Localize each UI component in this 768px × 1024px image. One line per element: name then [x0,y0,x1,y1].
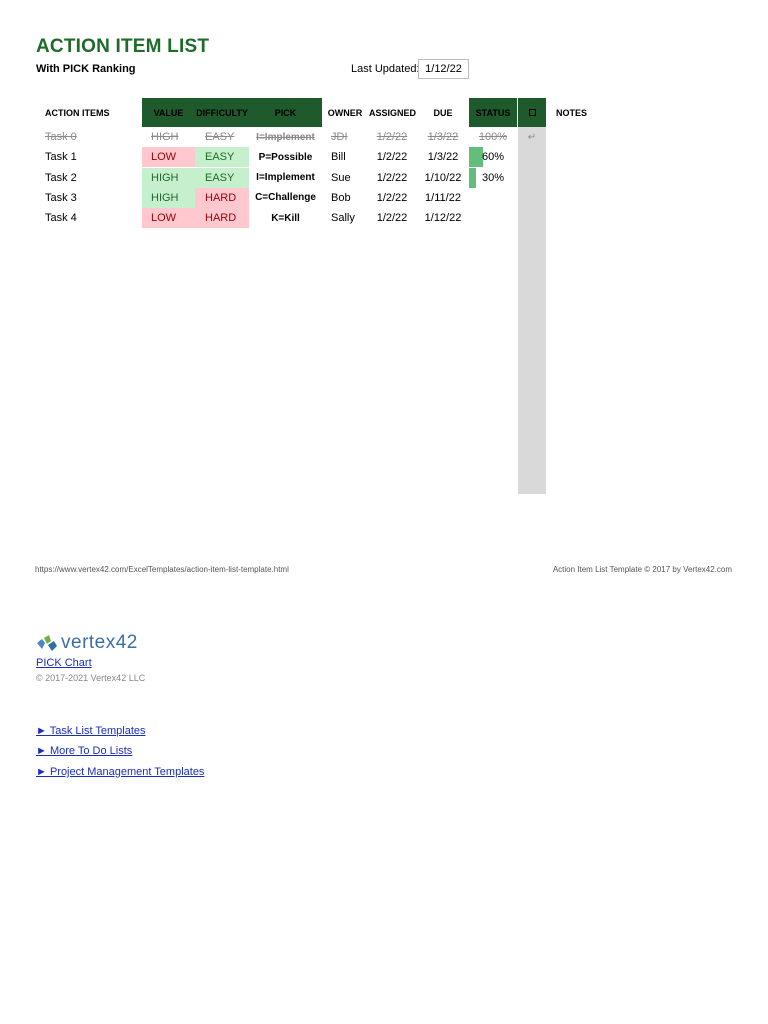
row-pick[interactable]: P=Possible [258,151,313,163]
row-difficulty[interactable]: HARD [195,188,249,208]
row-task[interactable]: Task 0 [45,131,77,143]
row-done-checkbox[interactable] [518,168,546,188]
row-value[interactable]: LOW [142,208,195,228]
row-owner[interactable]: Sue [331,171,351,184]
row-due[interactable]: 1/12/22 [424,212,462,225]
page-subtitle: With PICK Ranking [36,63,136,75]
row-value[interactable]: HIGH [142,188,195,208]
row-status[interactable] [469,127,517,147]
row-difficulty[interactable]: EASY [205,131,235,143]
row-value[interactable]: LOW [142,147,195,167]
col-header-due: DUE [433,107,453,118]
row-pick[interactable]: I=Implement [256,172,315,184]
row-done-checkbox[interactable] [518,147,546,167]
col-header-difficulty: DIFFICULTY [195,98,249,127]
row-status[interactable] [469,188,517,208]
row-value[interactable]: HIGH [151,131,179,143]
link-more-to-do-lists[interactable]: ► More To Do Lists [36,745,133,757]
row-pick[interactable]: K=Kill [271,212,300,224]
link-project-management-templates[interactable]: ► Project Management Templates [36,766,205,778]
row-owner[interactable]: Sally [331,212,355,225]
row-status[interactable] [469,168,517,188]
col-header-value: VALUE [142,98,195,127]
checkbox-icon [529,109,536,116]
row-owner[interactable]: Bill [331,151,346,164]
llc-copyright: © 2017-2021 Vertex42 LLC [36,673,146,683]
page-title: ACTION ITEM LIST [36,36,210,57]
col-header-owner: OWNER [327,107,363,118]
row-done-checkbox[interactable]: ↵ [527,131,537,143]
status-percent: 30% [481,171,505,184]
last-updated-label: Last Updated: [351,63,420,75]
row-assigned[interactable]: 1/2/22 [376,171,408,184]
col-header-check [518,98,546,127]
status-percent: 100% [478,131,508,143]
col-header-notes: NOTES [556,107,588,118]
row-assigned[interactable]: 1/2/22 [376,212,408,225]
row-assigned[interactable]: 1/2/22 [376,151,408,164]
vertex42-logo-icon [36,634,58,652]
last-updated-field[interactable]: 1/12/22 [418,59,469,79]
row-assigned[interactable]: 1/2/22 [376,131,408,143]
row-due[interactable]: 1/3/22 [427,131,459,143]
col-header-status: STATUS [469,98,517,127]
row-task[interactable]: Task 1 [45,151,77,164]
col-header-action-items: ACTION ITEMS [45,107,110,118]
row-task[interactable]: Task 4 [45,212,77,225]
row-assigned[interactable]: 1/2/22 [376,191,408,204]
link-task-list-templates[interactable]: ► Task List Templates [36,725,146,737]
row-pick[interactable]: I=Implement [256,131,315,143]
row-due[interactable]: 1/11/22 [425,191,461,204]
footer-copyright: Action Item List Template © 2017 by Vertex42.com [552,565,732,574]
row-done-checkbox[interactable] [518,188,546,208]
footer-url: https://www.vertex42.com/ExcelTemplates/action-item-list-template.html [35,565,289,574]
row-pick[interactable]: C=Challenge [255,192,316,204]
vertex42-logo-text: vertex42 [61,632,138,653]
row-due[interactable]: 1/10/22 [424,171,462,184]
pick-chart-link[interactable]: PICK Chart [36,657,92,669]
row-status[interactable] [469,208,517,228]
row-due[interactable]: 1/3/22 [427,151,459,164]
row-owner[interactable]: Bob [331,191,351,204]
row-owner[interactable]: JDI [331,131,348,143]
col-header-assigned: ASSIGNED [368,107,416,118]
row-done-checkbox[interactable] [518,208,546,228]
row-difficulty[interactable]: EASY [195,168,249,188]
col-header-pick: PICK [249,98,322,127]
row-difficulty[interactable]: EASY [195,147,249,167]
row-value[interactable]: HIGH [142,168,195,188]
status-percent: 60% [481,151,505,164]
row-task[interactable]: Task 3 [45,191,77,204]
row-difficulty[interactable]: HARD [195,208,249,228]
row-task[interactable]: Task 2 [45,171,77,184]
vertex42-logo[interactable] [36,632,138,654]
row-status[interactable] [469,147,517,167]
